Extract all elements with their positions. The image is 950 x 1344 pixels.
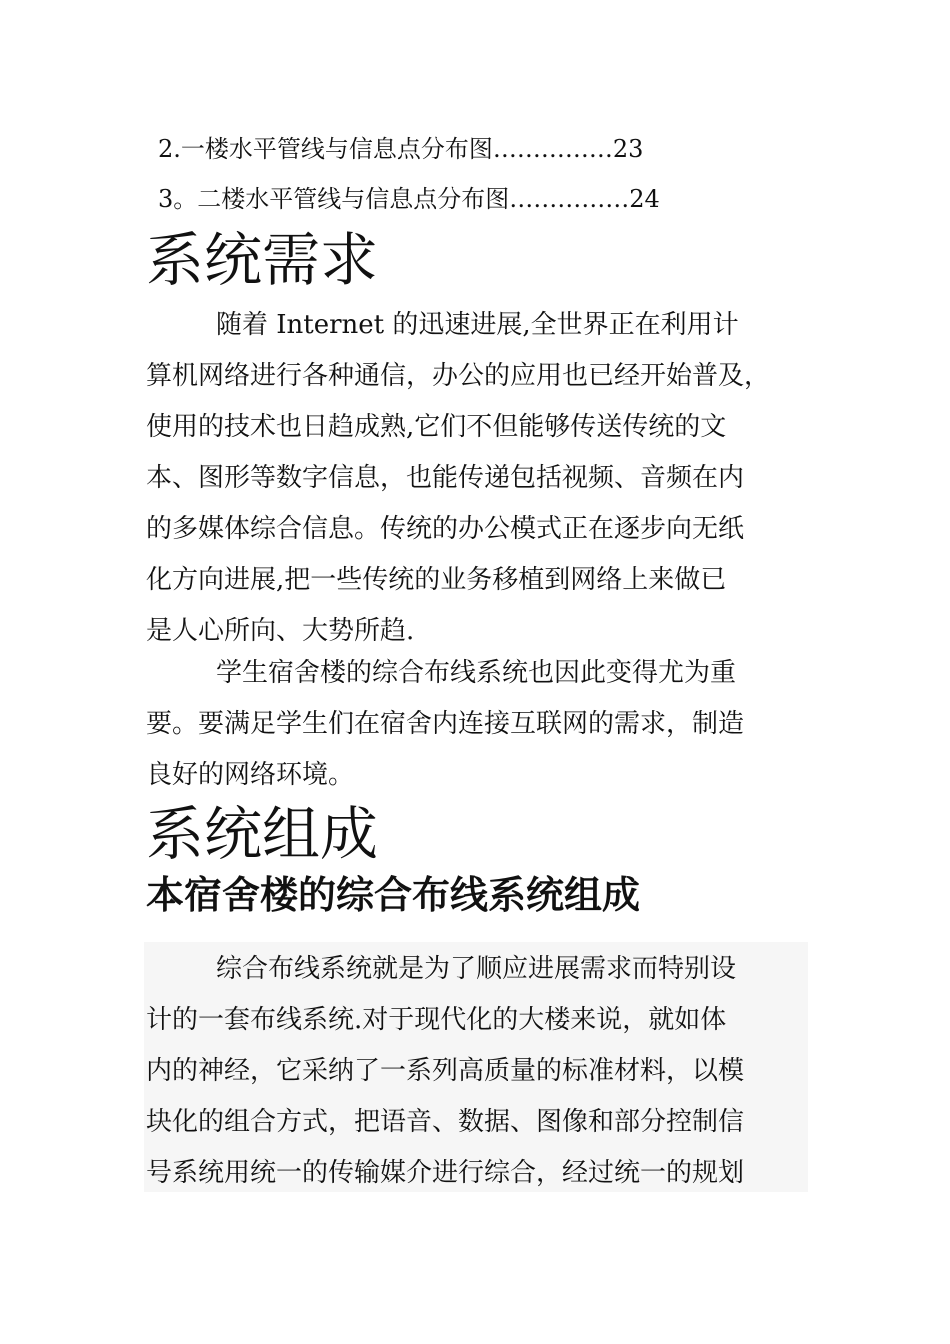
text-line: 内的神经，它采纳了一系列高质量的标准材料，以模: [146, 1056, 745, 1086]
text-line: 算机网络进行各种通信，办公的应用也已经开始普及，: [146, 361, 771, 391]
text-line: 本、图形等数字信息，也能传递包括视频、音频在内: [146, 463, 745, 493]
text-line: 块化的组合方式，把语音、数据、图像和部分控制信: [146, 1107, 745, 1137]
text-line: 随着 Internet 的迅速进展,全世界正在利用计: [216, 310, 739, 340]
toc-entry-floor2: 3。二楼水平管线与信息点分布图……………24: [158, 185, 660, 213]
text-line: 学生宿舍楼的综合布线系统也因此变得尤为重: [216, 658, 737, 688]
text-line: 号系统用统一的传输媒介进行综合，经过统一的规划: [146, 1158, 745, 1188]
text-line: 计的一套布线系统.对于现代化的大楼来说，就如体: [146, 1005, 727, 1035]
paragraph-composition-1: [146, 944, 810, 1199]
text-line: 的多媒体综合信息。传统的办公模式正在逐步向无纸: [146, 514, 745, 544]
text-line: 使用的技术也日趋成熟,它们不但能够传送传统的文: [146, 412, 727, 442]
text-line: 综合布线系统就是为了顺应进展需求而特别设: [216, 954, 737, 984]
paragraph-requirements-2: [146, 648, 810, 801]
heading-system-requirements: 系统需求: [146, 226, 379, 294]
toc-entry-floor1: 2.一楼水平管线与信息点分布图……………23: [158, 135, 644, 163]
heading-system-composition: 系统组成: [146, 800, 379, 868]
text-line: 良好的网络环境。: [146, 760, 355, 790]
paragraph-requirements-1: [146, 300, 810, 657]
text-line: 是人心所向、大势所趋.: [146, 616, 415, 646]
subheading-dorm-cabling-composition: 本宿舍楼的综合布线系统组成: [146, 873, 641, 917]
text-line: 要。要满足学生们在宿舍内连接互联网的需求，制造: [146, 709, 745, 739]
text-line: 化方向进展,把一些传统的业务移植到网络上来做已: [146, 565, 727, 595]
